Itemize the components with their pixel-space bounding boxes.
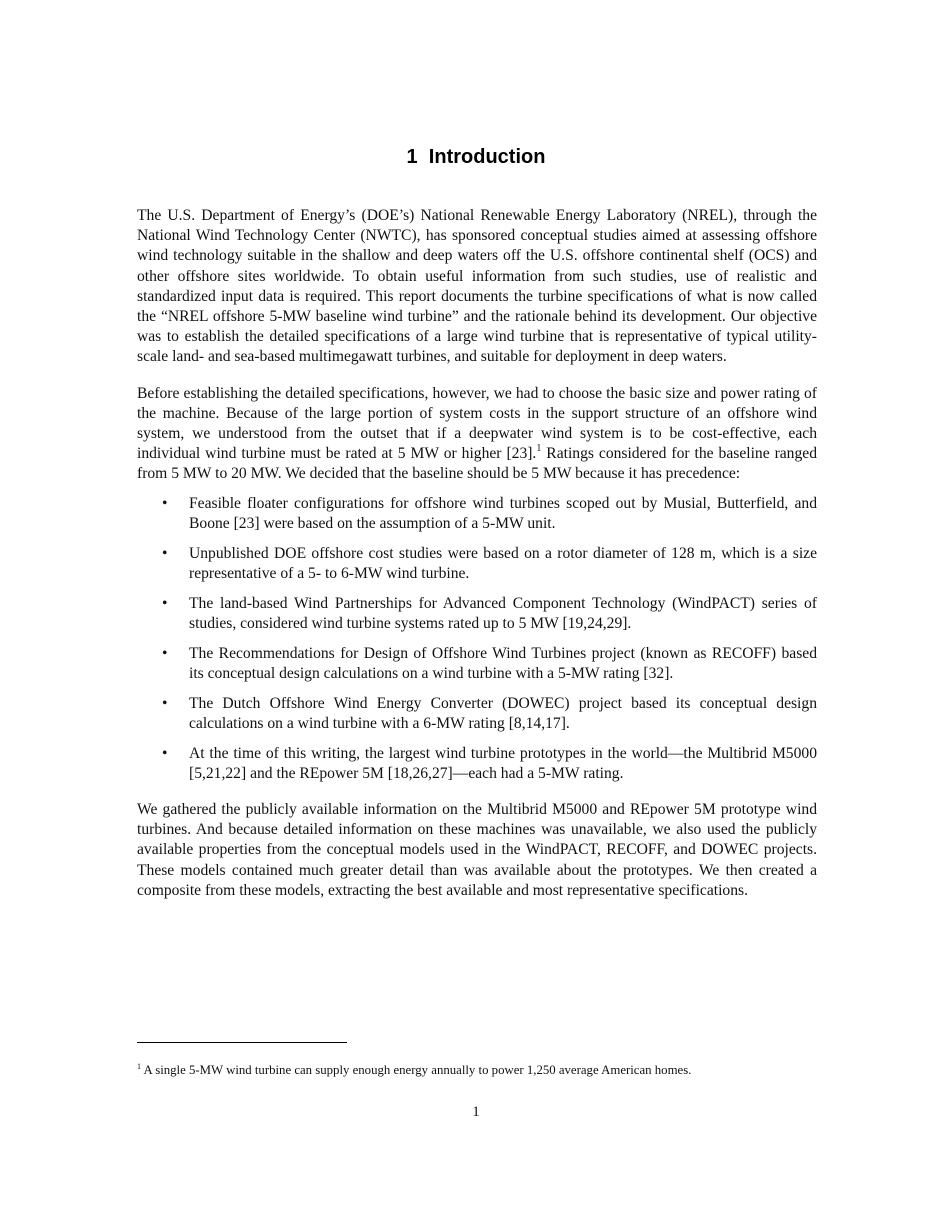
footnote (137, 1062, 817, 1078)
list-item (137, 694, 817, 734)
list-item-text: Feasible floater configurations for offshore wind turbines scoped out by Musial, Butterfield, and Boone [23] were based on the assumption of a 5-MW unit. (189, 495, 817, 533)
bullet-icon: • (162, 495, 168, 513)
section-heading (0, 146, 952, 169)
list-item-text: The Dutch Offshore Wind Energy Converter (DOWEC) project based its conceptual design calculations on a wind turbine with a 6-MW rating [8,14,17]. (189, 694, 817, 732)
list-item (137, 494, 817, 534)
paragraph-2-text-a: Before establishing the detailed specifications, however, we had to choose the basic size and power rating of the machine. Because of the large portion of system costs in the support structure of an offshore wind system, we understood from the outset that if a deepwater wind system is to be cost-effective, each individual wind turbine must be rated at 5 MW or higher [23]. (137, 384, 817, 463)
bullet-icon: • (162, 545, 168, 563)
precedence-list (137, 494, 817, 784)
list-item-text: At the time of this writing, the largest wind turbine prototypes in the world—the Multibrid M5000 [5,21,22] and the REpower 5M [18,26,27]—each had a 5-MW rating. (189, 744, 817, 782)
list-item-text: Unpublished DOE offshore cost studies were based on a rotor diameter of 128 m, which is a size representative of a 5- to 6-MW wind turbine. (189, 545, 817, 583)
bullet-icon: • (162, 644, 168, 662)
paragraph-3: We gathered the publicly available information on the Multibrid M5000 and REpower 5M prototype wind turbines. And because detailed information on these machines was unavailable, we also used the publicly available properties from the conceptual models used in the WindPACT, RECOFF, and DOWEC projects. These models contained much greater detail than was available about the prototypes. We then created a composite from these models, extracting the best available and most representative specifications. (137, 801, 817, 899)
paragraph-2-text-b: Ratings considered for the baseline ranged from 5 MW to 20 MW. We decided that the baseline should be 5 MW because it has precedence: (137, 445, 817, 483)
list-item (137, 594, 817, 634)
list-item-text: The land-based Wind Partnerships for Advanced Component Technology (WindPACT) series of studies, considered wind turbine systems rated up to 5 MW [19,24,29]. (189, 594, 817, 633)
footnote-reference[interactable]: 1 (536, 443, 542, 455)
page-number: 1 (472, 1104, 480, 1120)
list-item (137, 644, 817, 684)
section-title: Introduction (428, 146, 546, 168)
list-item-text: The Recommendations for Design of Offshore Wind Turbines project (known as RECOFF) based its conceptual design calculations on a wind turbine with a 5-MW rating [32]. (189, 644, 817, 683)
list-item (137, 544, 817, 584)
bullet-icon: • (162, 744, 168, 762)
paragraph-2 (137, 384, 817, 485)
footnote-text: A single 5-MW wind turbine can supply enough energy annually to power 1,250 average American homes. (141, 1063, 692, 1077)
bullet-icon: • (162, 594, 168, 612)
bullet-icon: • (162, 694, 168, 712)
footnote-mark: 1 (137, 1062, 141, 1071)
footnote-divider (137, 1042, 347, 1043)
body-text (137, 206, 817, 901)
list-item (137, 744, 817, 784)
section-number: 1 (406, 146, 418, 168)
paragraph-1: The U.S. Department of Energy’s (DOE’s) National Renewable Energy Laboratory (NREL), through the National Wind Technology Center (NWTC), has sponsored conceptual studies aimed at assessing offshore wind technology suitable in the shallow and deep waters off the U.S. offshore continental shelf (OCS) and other offshore sites worldwide. To obtain useful information from such studies, use of realistic and standardized input data is required. This report documents the turbine specifications of what is now called the “NREL offshore 5-MW baseline wind turbine” and the rationale behind its development. Our objective was to establish the detailed specifications of a large wind turbine that is representative of typical utility-scale land- and sea-based multimegawatt turbines, and suitable for deployment in deep waters. (137, 207, 817, 366)
